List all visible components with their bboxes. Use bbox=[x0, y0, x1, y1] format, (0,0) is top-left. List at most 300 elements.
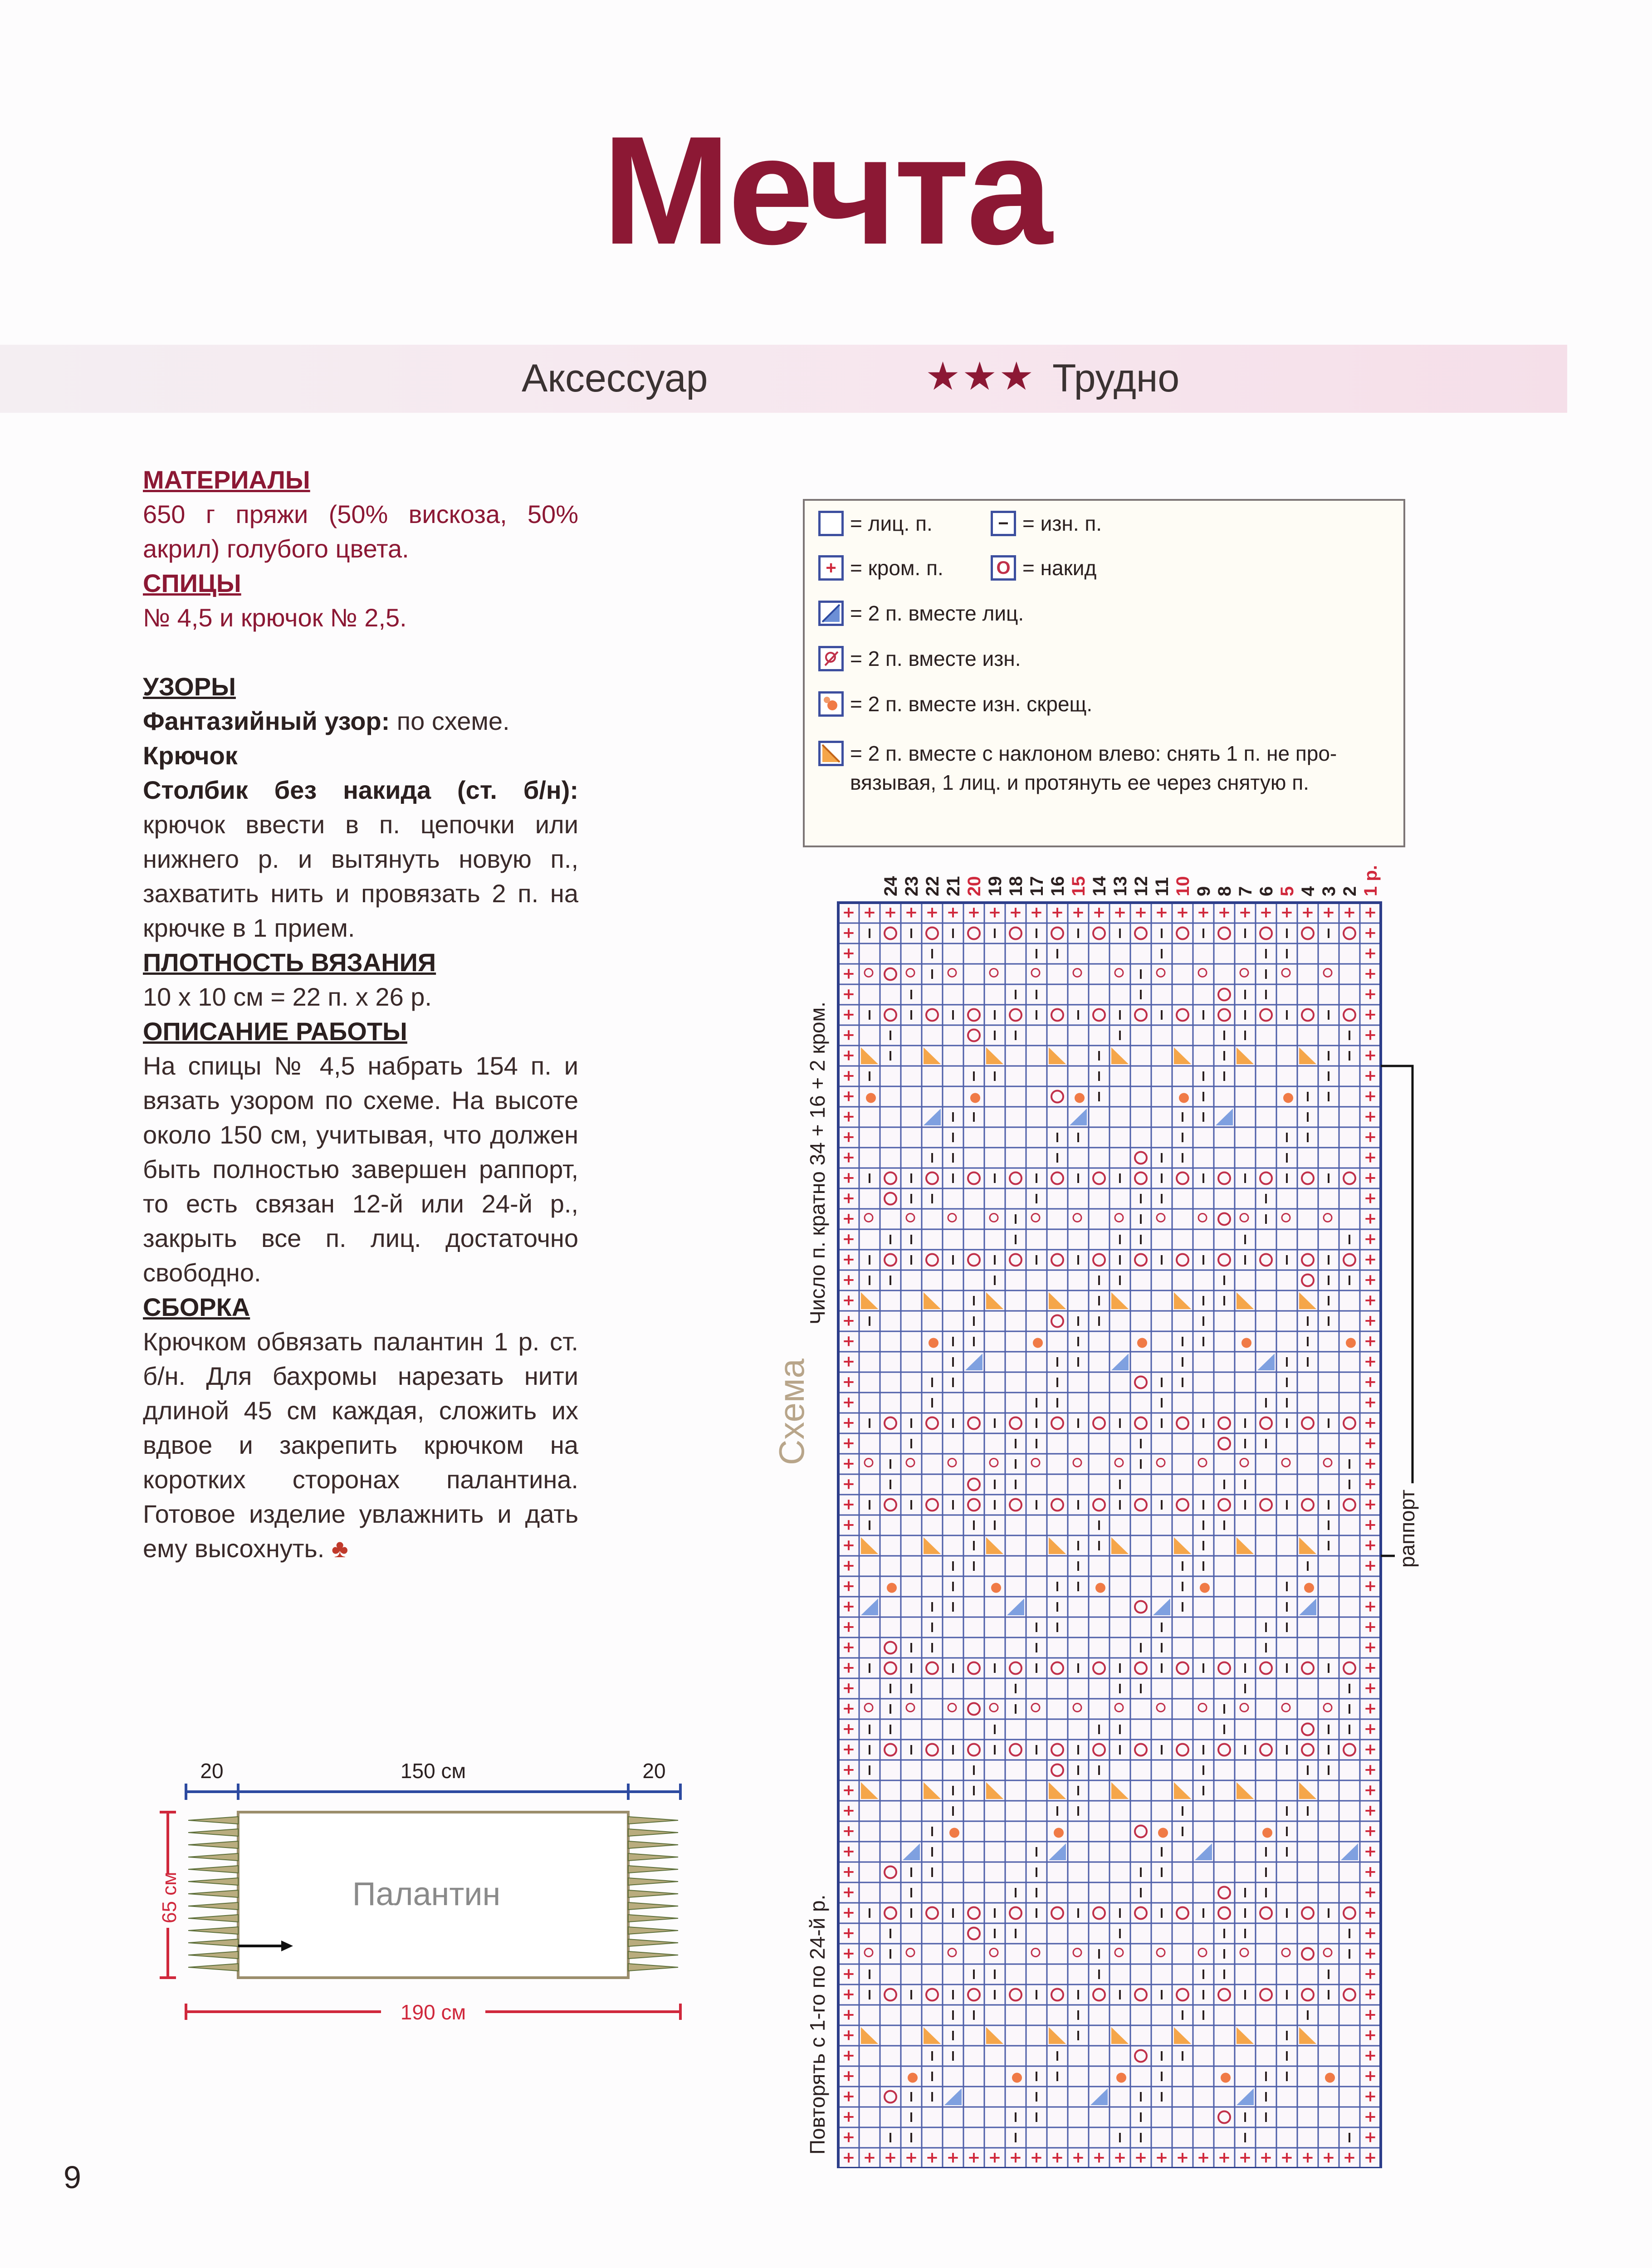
edge-stitch-icon: + bbox=[1364, 2005, 1377, 2024]
edge-stitch-icon: + bbox=[842, 1883, 855, 1901]
edge-stitch-icon: + bbox=[842, 1515, 855, 1534]
dim-right-label: 20 bbox=[642, 1760, 666, 1783]
edge-stitch-icon: + bbox=[1364, 1107, 1377, 1126]
edge-stitch-icon: + bbox=[1364, 903, 1377, 922]
edge-stitch-icon: + bbox=[1155, 2148, 1168, 2167]
page-number: 9 bbox=[64, 2160, 81, 2195]
row-number-label: 24 bbox=[881, 876, 901, 896]
edge-stitch-icon: + bbox=[842, 1434, 855, 1452]
edge-stitch-icon: + bbox=[1030, 2148, 1043, 2167]
edge-stitch-icon: + bbox=[1364, 1924, 1377, 1942]
edge-stitch-icon: + bbox=[842, 1128, 855, 1146]
legend-purl bbox=[991, 511, 1102, 536]
edge-stitch-icon: + bbox=[1364, 1801, 1377, 1820]
edge-stitch-icon: + bbox=[842, 2046, 855, 2065]
fringe-strand bbox=[188, 1841, 238, 1848]
fancy-pattern-line bbox=[143, 704, 578, 738]
edge-stitch-icon: + bbox=[842, 1658, 855, 1677]
fringe-strand bbox=[188, 1817, 238, 1824]
edge-stitch-icon: + bbox=[1364, 2067, 1377, 2085]
edge-stitch-icon: + bbox=[1364, 1230, 1377, 1248]
fringe-strand bbox=[628, 1817, 678, 1824]
p2tog-tbl-icon bbox=[1137, 1338, 1147, 1348]
edge-stitch-icon: + bbox=[904, 903, 918, 922]
edge-stitch-icon: + bbox=[1364, 1393, 1377, 1412]
edge-stitch-icon: + bbox=[842, 964, 855, 983]
rapport-bracket bbox=[1381, 1066, 1413, 1556]
p2tog-tbl-icon bbox=[1304, 1583, 1314, 1593]
single-crochet-text: крючок ввести в п. цепочки или нижнего р. и вытянуть новую п., захватить нить и провязать 2 п. на крючке в 1 прием. bbox=[143, 810, 578, 942]
edge-stitch-icon: + bbox=[842, 1618, 855, 1636]
edge-stitch-icon: + bbox=[842, 1005, 855, 1024]
fringe-strand bbox=[628, 1829, 678, 1836]
left-fringe bbox=[188, 1817, 238, 1971]
edge-stitch-icon: + bbox=[1134, 2148, 1148, 2167]
p2tog-symbol-icon bbox=[818, 646, 844, 671]
edge-stitch-icon: + bbox=[925, 903, 939, 922]
stole-label: Палантин bbox=[352, 1876, 501, 1912]
p2tog-tbl-icon bbox=[887, 1583, 897, 1593]
edge-stitch-icon: + bbox=[1364, 1760, 1377, 1779]
materials-heading: МАТЕРИАЛЫ bbox=[143, 465, 310, 494]
edge-stitch-icon: + bbox=[1301, 903, 1315, 922]
knit-symbol-icon bbox=[818, 511, 844, 536]
edge-stitch-icon: + bbox=[1364, 1332, 1377, 1350]
row-number-label: 15 bbox=[1069, 876, 1089, 896]
fringe-strand bbox=[628, 1964, 678, 1971]
legend-k2tog bbox=[818, 601, 1024, 626]
edge-stitch-icon: + bbox=[1364, 2128, 1377, 2146]
fringe-strand bbox=[628, 1878, 678, 1885]
edge-stitch-icon: + bbox=[863, 903, 876, 922]
difficulty-stars-icon: ★★★ bbox=[925, 354, 1036, 399]
legend-ssk-text bbox=[850, 739, 1337, 797]
edge-stitch-icon: + bbox=[946, 903, 960, 922]
row-number-label: 7 bbox=[1236, 886, 1256, 896]
purl-symbol-icon: − bbox=[991, 511, 1016, 536]
edge-stitch-icon: + bbox=[884, 2148, 897, 2167]
edge-stitch-icon: + bbox=[1364, 1046, 1377, 1065]
edge-stitch-icon: + bbox=[1009, 2148, 1022, 2167]
stitch-multiple-note: Число п. кратно 34 + 16 + 2 кром. bbox=[806, 1002, 829, 1325]
edge-stitch-icon: + bbox=[1364, 1903, 1377, 1922]
edge-stitch-icon: + bbox=[1364, 1128, 1377, 1146]
edge-stitch-icon: + bbox=[1364, 1005, 1377, 1024]
edge-stitch-icon: + bbox=[842, 1965, 855, 1983]
legend-edge bbox=[818, 555, 943, 581]
edge-stitch-icon: + bbox=[1364, 1515, 1377, 1534]
edge-stitch-icon: + bbox=[1259, 903, 1273, 922]
edge-stitch-icon: + bbox=[1030, 903, 1043, 922]
p2tog-tbl-icon bbox=[1075, 1093, 1085, 1103]
edge-stitch-icon: + bbox=[1259, 2148, 1273, 2167]
row-number-label: 3 bbox=[1319, 886, 1339, 896]
edge-stitch-icon: + bbox=[1364, 1842, 1377, 1861]
edge-stitch-icon: + bbox=[1322, 2148, 1335, 2167]
row-number-label: 5 bbox=[1277, 886, 1297, 896]
edge-stitch-icon: + bbox=[842, 1475, 855, 1493]
knitting-chart bbox=[789, 853, 1424, 2168]
edge-stitch-icon: + bbox=[1364, 1066, 1377, 1085]
edge-stitch-icon: + bbox=[842, 1781, 855, 1799]
top-dimension-line bbox=[186, 1784, 680, 1800]
edge-stitch-icon: + bbox=[1364, 1250, 1377, 1269]
edge-stitch-icon: + bbox=[925, 2148, 939, 2167]
edge-stitch-icon: + bbox=[1364, 1271, 1377, 1289]
description-text: На спицы № 4,5 набрать 154 п. и вязать узором по схеме. На высоте около 150 см, учитывая, что должен быть полностью завершен раппорт, то есть связан 12-й или 24-й р., закрыть все п. лиц. достаточно свободно. bbox=[143, 1051, 578, 1287]
edge-stitch-icon: + bbox=[842, 1250, 855, 1269]
p2tog-tbl-icon bbox=[1325, 2073, 1335, 2083]
edge-stitch-icon: + bbox=[1364, 1087, 1377, 1105]
row-number-label: 22 bbox=[923, 876, 943, 896]
row-number-label: 21 bbox=[943, 876, 963, 896]
edge-stitch-icon: + bbox=[1364, 1556, 1377, 1575]
row-number-label: 4 bbox=[1298, 886, 1318, 896]
row-number-label: 9 bbox=[1194, 886, 1214, 896]
edge-stitch-icon: + bbox=[842, 2107, 855, 2126]
right-fringe bbox=[628, 1817, 678, 1971]
edge-stitch-icon: + bbox=[842, 1556, 855, 1575]
fringe-strand bbox=[188, 1878, 238, 1885]
info-band bbox=[0, 345, 1567, 413]
edge-stitch-icon: + bbox=[1071, 903, 1085, 922]
fringe-strand bbox=[188, 1964, 238, 1971]
edge-stitch-icon: + bbox=[1092, 2148, 1106, 2167]
p2tog-tbl-icon bbox=[929, 1338, 938, 1348]
rapport-label: раппорт bbox=[1395, 1483, 1419, 1574]
edge-stitch-icon: + bbox=[988, 903, 1002, 922]
edge-stitch-icon: + bbox=[842, 1679, 855, 1697]
edge-stitch-icon: + bbox=[1364, 1597, 1377, 1616]
edge-stitch-icon: + bbox=[842, 1985, 855, 2004]
gauge-heading: ПЛОТНОСТЬ ВЯЗАНИЯ bbox=[143, 948, 436, 977]
assembly-paragraph bbox=[143, 1325, 578, 1566]
legend-p2tog-tbl bbox=[818, 691, 1092, 717]
fringe-strand bbox=[188, 1902, 238, 1910]
stole-diagram bbox=[150, 1760, 694, 2041]
edge-stitch-icon: + bbox=[842, 1454, 855, 1473]
edge-stitch-icon: + bbox=[842, 1352, 855, 1371]
edge-stitch-icon: + bbox=[884, 903, 897, 922]
p2tog-tbl-icon bbox=[1241, 1338, 1251, 1348]
edge-stitch-icon: + bbox=[842, 1148, 855, 1167]
legend-p2tog bbox=[818, 646, 1021, 671]
fancy-pattern-text: по схеме. bbox=[390, 707, 510, 735]
single-crochet-paragraph bbox=[143, 773, 578, 945]
edge-stitch-icon: + bbox=[842, 1903, 855, 1922]
edge-stitch-icon: + bbox=[842, 1720, 855, 1738]
p2tog-tbl-icon bbox=[1346, 1338, 1356, 1348]
dim-middle-label: 150 см bbox=[400, 1760, 466, 1783]
single-crochet-label: Столбик без накида (ст. б/н): bbox=[143, 776, 578, 804]
row-number-label: 11 bbox=[1152, 877, 1172, 896]
row-number-label: 2 bbox=[1340, 886, 1360, 896]
edge-stitch-icon: + bbox=[1364, 1454, 1377, 1473]
edge-stitch-icon: + bbox=[1322, 903, 1335, 922]
legend-ssk-line1: = 2 п. вместе с наклоном влево: снять 1 п. не про- bbox=[850, 742, 1337, 765]
row-number-label: 6 bbox=[1256, 886, 1276, 896]
edge-stitch-icon: + bbox=[1364, 1638, 1377, 1657]
edge-stitch-icon: + bbox=[1364, 2026, 1377, 2044]
row-number-label: 19 bbox=[985, 876, 1005, 896]
row-number-label: 14 bbox=[1090, 876, 1109, 896]
row-number-label: 23 bbox=[902, 876, 922, 896]
edge-stitch-icon: + bbox=[1113, 903, 1127, 922]
p2tog-tbl-icon bbox=[1095, 1583, 1105, 1593]
edge-stitch-icon: + bbox=[1364, 1699, 1377, 1718]
edge-stitch-icon: + bbox=[842, 1373, 855, 1391]
p2tog-tbl-icon bbox=[908, 2073, 918, 2083]
edge-stitch-icon: + bbox=[842, 985, 855, 1003]
p2tog-tbl-icon bbox=[1283, 1093, 1293, 1103]
p2tog-tbl-icon bbox=[1158, 1828, 1168, 1838]
edge-stitch-icon: + bbox=[1364, 1352, 1377, 1371]
edge-stitch-icon: + bbox=[1364, 1740, 1377, 1759]
needles-heading: СПИЦЫ bbox=[143, 569, 241, 597]
edge-stitch-icon: + bbox=[1155, 903, 1168, 922]
edge-stitch-icon: + bbox=[1092, 903, 1106, 922]
fringe-strand bbox=[188, 1829, 238, 1836]
fancy-pattern-label: Фантазийный узор: bbox=[143, 707, 390, 735]
legend-knit-label: = лиц. п. bbox=[850, 512, 933, 535]
dim-total-label: 190 см bbox=[400, 2000, 466, 2024]
edge-stitch-icon: + bbox=[842, 903, 855, 922]
p2tog-tbl-icon bbox=[1200, 1583, 1210, 1593]
edge-stitch-icon: + bbox=[1197, 2148, 1210, 2167]
edge-stitch-icon: + bbox=[842, 2067, 855, 2085]
edge-stitch-icon: + bbox=[842, 1924, 855, 1942]
edge-stitch-icon: + bbox=[842, 1638, 855, 1657]
edge-stitch-icon: + bbox=[842, 2148, 855, 2167]
fringe-strand bbox=[188, 1927, 238, 1934]
edge-stitch-icon: + bbox=[863, 2148, 876, 2167]
edge-stitch-icon: + bbox=[842, 1862, 855, 1881]
club-icon: ♣ bbox=[331, 1534, 348, 1563]
edge-stitch-icon: + bbox=[1364, 1434, 1377, 1452]
edge-stitch-icon: + bbox=[946, 2148, 960, 2167]
materials-text: 650 г пряжи (50% вискоза, 50% акрил) голубого цвета. bbox=[143, 500, 578, 563]
p2tog-tbl-icon bbox=[1221, 2073, 1231, 2083]
fringe-strand bbox=[188, 1915, 238, 1922]
edge-stitch-icon: + bbox=[1364, 1781, 1377, 1799]
edge-stitch-icon: + bbox=[1364, 1658, 1377, 1677]
edge-stitch-icon: + bbox=[842, 1189, 855, 1207]
edge-stitch-icon: + bbox=[1364, 1577, 1377, 1595]
edge-stitch-icon: + bbox=[1217, 903, 1231, 922]
edge-stitch-icon: + bbox=[1364, 964, 1377, 983]
fringe-strand bbox=[628, 1927, 678, 1934]
edge-stitch-icon: + bbox=[1364, 1944, 1377, 1963]
fringe-strand bbox=[188, 1939, 238, 1946]
category-label: Аксессуар bbox=[522, 357, 708, 400]
fringe-strand bbox=[188, 1890, 238, 1897]
edge-stitch-icon: + bbox=[1051, 903, 1064, 922]
edge-stitch-icon: + bbox=[842, 1311, 855, 1330]
edge-stitch-icon: + bbox=[967, 2148, 981, 2167]
edge-stitch-icon: + bbox=[1176, 903, 1189, 922]
edge-stitch-icon: + bbox=[1364, 2148, 1377, 2167]
legend-knit bbox=[818, 511, 933, 536]
row-number-label: 1 р. bbox=[1361, 865, 1381, 896]
edge-stitch-icon: + bbox=[842, 1944, 855, 1963]
p2tog-tbl-icon bbox=[1054, 1828, 1064, 1838]
fringe-strand bbox=[628, 1853, 678, 1861]
p2tog-tbl-icon bbox=[1033, 1338, 1043, 1348]
edge-stitch-icon: + bbox=[842, 2128, 855, 2146]
p2tog-tbl-symbol-icon bbox=[818, 691, 844, 717]
fringe-strand bbox=[628, 1890, 678, 1897]
edge-stitch-icon: + bbox=[842, 1760, 855, 1779]
edge-stitch-icon: + bbox=[842, 1536, 855, 1554]
row-number-label: 16 bbox=[1048, 876, 1068, 896]
edge-stitch-icon: + bbox=[842, 1209, 855, 1228]
p2tog-tbl-icon bbox=[970, 1093, 980, 1103]
edge-stitch-icon: + bbox=[1134, 903, 1148, 922]
edge-stitch-icon: + bbox=[842, 2026, 855, 2044]
edge-stitch-icon: + bbox=[842, 1699, 855, 1718]
edge-stitch-icon: + bbox=[1301, 2148, 1315, 2167]
p2tog-tbl-icon bbox=[1012, 2073, 1022, 2083]
legend-yo bbox=[991, 555, 1096, 581]
ssk-symbol-icon bbox=[818, 741, 844, 766]
yarn-over-symbol-icon: O bbox=[991, 555, 1016, 581]
edge-stitch-icon: + bbox=[1364, 1618, 1377, 1636]
legend-ssk-line2: вязывая, 1 лиц. и протянуть ее через снятую п. bbox=[850, 771, 1309, 794]
edge-stitch-icon: + bbox=[1364, 1822, 1377, 1840]
k2tog-symbol-icon bbox=[818, 601, 844, 626]
edge-stitch-icon: + bbox=[1176, 2148, 1189, 2167]
needles-text: № 4,5 и крючок № 2,5. bbox=[143, 603, 407, 632]
p2tog-tbl-icon bbox=[866, 1093, 876, 1103]
edge-stitch-icon: + bbox=[842, 1495, 855, 1514]
edge-stitch-icon: + bbox=[842, 1413, 855, 1432]
page-title: Мечта bbox=[602, 104, 1050, 277]
row-number-label: 17 bbox=[1027, 876, 1047, 896]
edge-stitch-icon: + bbox=[842, 1271, 855, 1289]
edge-stitch-icon: + bbox=[842, 1046, 855, 1065]
edge-stitch-icon: + bbox=[842, 944, 855, 963]
edge-stitch-icon: + bbox=[1364, 1026, 1377, 1044]
row-number-label: 12 bbox=[1131, 876, 1151, 896]
edge-stitch-icon: + bbox=[1364, 1679, 1377, 1697]
edge-symbol-icon: + bbox=[818, 555, 844, 581]
edge-stitch-icon: + bbox=[1280, 903, 1294, 922]
hook-line bbox=[143, 738, 578, 773]
edge-stitch-icon: + bbox=[1364, 1311, 1377, 1330]
schema-label: Схема bbox=[772, 1359, 811, 1465]
row-number-label: 10 bbox=[1173, 876, 1193, 896]
edge-stitch-icon: + bbox=[1364, 1862, 1377, 1881]
edge-stitch-icon: + bbox=[842, 1597, 855, 1616]
legend-p2tog-tbl-label: = 2 п. вместе изн. скрещ. bbox=[850, 692, 1093, 716]
fringe-strand bbox=[628, 1951, 678, 1959]
edge-stitch-icon: + bbox=[1364, 1189, 1377, 1207]
hook-label: Крючок bbox=[143, 741, 238, 770]
edge-stitch-icon: + bbox=[1197, 903, 1210, 922]
edge-stitch-icon: + bbox=[842, 1107, 855, 1126]
fringe-strand bbox=[628, 1939, 678, 1946]
p2tog-tbl-icon bbox=[949, 1828, 959, 1838]
edge-stitch-icon: + bbox=[1364, 2107, 1377, 2126]
edge-stitch-icon: + bbox=[842, 924, 855, 942]
edge-stitch-icon: + bbox=[1217, 2148, 1231, 2167]
fringe-strand bbox=[188, 1853, 238, 1861]
assembly-text: Крючком обвязать палантин 1 р. ст. б/н. Для бахромы нарезать нити длиной 45 см каждая, сложить их вдвое и закрепить крючком на коротких сторонах палантина. Готовое изделие увлажнить и дать ему высохнуть. bbox=[143, 1327, 578, 1563]
legend-yo-label: = накид bbox=[1022, 556, 1097, 580]
fringe-strand bbox=[628, 1902, 678, 1910]
edge-stitch-icon: + bbox=[1364, 1291, 1377, 1310]
edge-stitch-icon: + bbox=[1364, 1883, 1377, 1901]
edge-stitch-icon: + bbox=[842, 1066, 855, 1085]
difficulty-label: Трудно bbox=[1052, 357, 1180, 400]
edge-stitch-icon: + bbox=[1364, 1985, 1377, 2004]
edge-stitch-icon: + bbox=[1364, 1148, 1377, 1167]
p2tog-tbl-icon bbox=[1262, 1828, 1272, 1838]
edge-stitch-icon: + bbox=[842, 1291, 855, 1310]
repeat-rows-note: Повторять с 1-го по 24-й р. bbox=[806, 1894, 829, 2155]
edge-stitch-icon: + bbox=[1364, 1413, 1377, 1432]
gauge-text: 10 х 10 см = 22 п. х 26 р. bbox=[143, 982, 432, 1011]
edge-stitch-icon: + bbox=[1364, 944, 1377, 963]
edge-stitch-icon: + bbox=[1364, 1965, 1377, 1983]
edge-stitch-icon: + bbox=[842, 1842, 855, 1861]
edge-stitch-icon: + bbox=[1009, 903, 1022, 922]
edge-stitch-icon: + bbox=[842, 2005, 855, 2024]
fringe-strand bbox=[628, 1866, 678, 1873]
patterns-heading: УЗОРЫ bbox=[143, 672, 236, 701]
edge-stitch-icon: + bbox=[842, 1577, 855, 1595]
edge-stitch-icon: + bbox=[1113, 2148, 1127, 2167]
legend-box bbox=[803, 499, 1405, 847]
edge-stitch-icon: + bbox=[1051, 2148, 1064, 2167]
row-number-label: 18 bbox=[1006, 876, 1026, 896]
edge-stitch-icon: + bbox=[1364, 924, 1377, 942]
edge-stitch-icon: + bbox=[1280, 2148, 1294, 2167]
edge-stitch-icon: + bbox=[1238, 2148, 1252, 2167]
legend-edge-label: = кром. п. bbox=[850, 556, 943, 580]
dim-left-label: 20 bbox=[200, 1760, 224, 1783]
edge-stitch-icon: + bbox=[967, 903, 981, 922]
edge-stitch-icon: + bbox=[1071, 2148, 1085, 2167]
description-heading: ОПИСАНИЕ РАБОТЫ bbox=[143, 1017, 407, 1046]
edge-stitch-icon: + bbox=[1364, 2087, 1377, 2106]
edge-stitch-icon: + bbox=[842, 1087, 855, 1105]
fringe-strand bbox=[628, 1915, 678, 1922]
edge-stitch-icon: + bbox=[842, 2087, 855, 2106]
edge-stitch-icon: + bbox=[1364, 1720, 1377, 1738]
edge-stitch-icon: + bbox=[842, 1801, 855, 1820]
edge-stitch-icon: + bbox=[842, 1393, 855, 1412]
edge-stitch-icon: + bbox=[1343, 2148, 1356, 2167]
dim-height-label: 65 см bbox=[158, 1872, 181, 1923]
fringe-strand bbox=[188, 1866, 238, 1873]
row-number-label: 20 bbox=[964, 876, 984, 896]
legend-ssk bbox=[818, 739, 1337, 797]
p2tog-tbl-icon bbox=[991, 1583, 1001, 1593]
assembly-heading: СБОРКА bbox=[143, 1293, 250, 1321]
edge-stitch-icon: + bbox=[1364, 1475, 1377, 1493]
edge-stitch-icon: + bbox=[988, 2148, 1002, 2167]
legend-p2tog-label: = 2 п. вместе изн. bbox=[850, 647, 1021, 670]
edge-stitch-icon: + bbox=[842, 1822, 855, 1840]
edge-stitch-icon: + bbox=[842, 1026, 855, 1044]
instructions-column bbox=[143, 463, 578, 1566]
edge-stitch-icon: + bbox=[1364, 2046, 1377, 2065]
fringe-strand bbox=[188, 1951, 238, 1959]
edge-stitch-icon: + bbox=[842, 1168, 855, 1187]
row-number-label: 13 bbox=[1110, 876, 1130, 896]
edge-stitch-icon: + bbox=[842, 1740, 855, 1759]
